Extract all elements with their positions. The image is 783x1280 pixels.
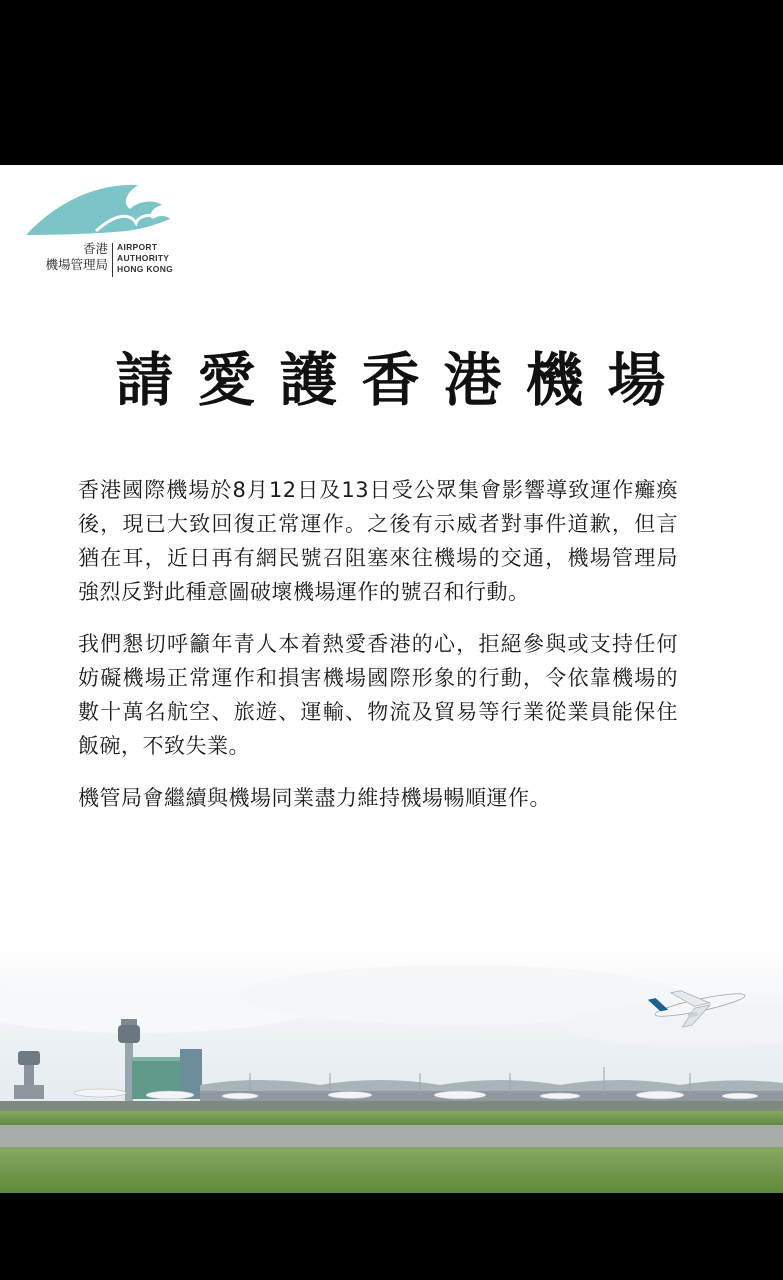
logo-chinese-name — [26, 241, 108, 273]
paragraph-3: 機管局會繼續與機場同業盡力維持機場暢順運作。 — [78, 786, 551, 810]
paragraph-1: 香港國際機場於8月12日及13日受公眾集會影響導致運作癱瘓後，現已大致回復正常運作。之後有示威者對事件道歉，但言猶在耳，近日再有網民號召阻塞來往機場的交通，機場管理局強烈反對此種意圖破壞機場運作的號召和行動。 — [78, 478, 678, 604]
statement-body — [78, 473, 678, 833]
airport-authority-logo — [26, 173, 196, 273]
logo-en-line3: HONG KONG — [117, 264, 174, 274]
notice-page — [0, 165, 783, 1193]
airport-scene-image — [0, 945, 783, 1193]
logo-zh-line1: 香港 — [82, 241, 108, 256]
logo-en-line1: AIRPORT — [117, 242, 158, 252]
logo-english-name — [117, 242, 173, 275]
logo-divider — [112, 243, 113, 277]
logo-en-line2: AUTHORITY — [117, 253, 170, 263]
paragraph-2: 我們懇切呼籲年青人本着熱愛香港的心，拒絕參與或支持任何妨礙機場正常運作和損害機場國際形象的行動，令依靠機場的數十萬名航空、旅遊、運輸、物流及貿易等行業從業員能保住飯碗，不致失業。 — [78, 632, 678, 758]
headline: 請愛護香港機場 — [115, 346, 690, 414]
wave-logo-icon — [26, 173, 176, 239]
logo-zh-line2: 機場管理局 — [45, 257, 108, 272]
